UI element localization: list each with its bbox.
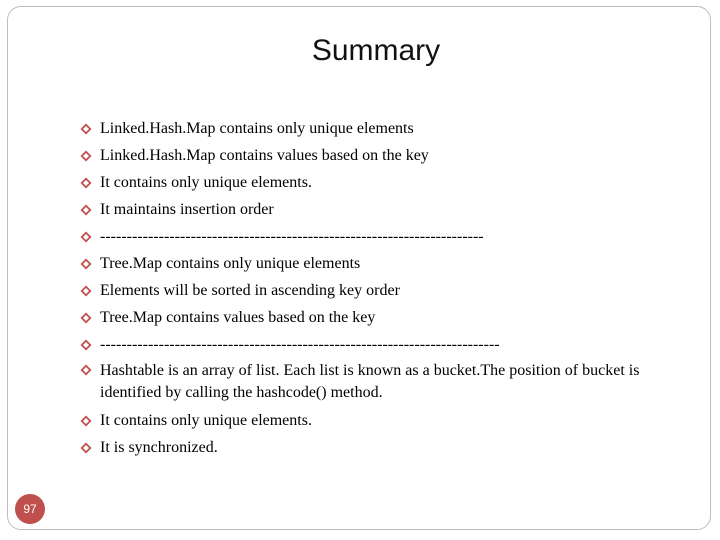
bullet-text: It contains only unique elements. <box>100 412 312 429</box>
bullet-text: Linked.Hash.Map contains only unique elements <box>100 120 414 137</box>
bullet-item-separator <box>78 331 668 358</box>
diamond-bullet-icon <box>78 250 94 277</box>
bullet-item <box>78 358 668 407</box>
bullet-text: Linked.Hash.Map contains values based on the key <box>100 147 429 164</box>
bullet-text: Tree.Map contains values based on the key <box>100 309 376 326</box>
bullet-item <box>78 407 668 434</box>
bullet-item <box>78 142 668 169</box>
bullet-item <box>78 277 668 304</box>
diamond-bullet-icon <box>78 358 94 382</box>
bullet-item-separator <box>78 223 668 250</box>
diamond-bullet-icon <box>78 223 94 250</box>
bullet-text: ------------------------------------------------------------------------ <box>100 228 484 245</box>
diamond-bullet-icon <box>78 434 94 461</box>
page-number: 97 <box>23 502 37 516</box>
bullet-text: It contains only unique elements. <box>100 174 312 191</box>
bullet-item <box>78 115 668 142</box>
bullet-item <box>78 304 668 331</box>
slide-title: Summary <box>311 34 441 67</box>
bullet-list <box>78 115 668 461</box>
bullet-item <box>78 196 668 223</box>
bullet-item <box>78 169 668 196</box>
bullet-text: --------------------------------------------------------------------------- <box>100 336 500 353</box>
diamond-bullet-icon <box>78 277 94 304</box>
diamond-bullet-icon <box>78 169 94 196</box>
bullet-text: Elements will be sorted in ascending key order <box>100 282 400 299</box>
diamond-bullet-icon <box>78 407 94 434</box>
diamond-bullet-icon <box>78 196 94 223</box>
page-number-badge <box>15 494 45 524</box>
bullet-text: It is synchronized. <box>100 439 218 456</box>
diamond-bullet-icon <box>78 142 94 169</box>
diamond-bullet-icon <box>78 331 94 358</box>
bullet-text: Hashtable is an array of list. Each list is known as a bucket.The position of bucket is identified by calling the hashcode() method. <box>100 362 640 401</box>
bullet-text: It maintains insertion order <box>100 201 274 218</box>
diamond-bullet-icon <box>78 304 94 331</box>
bullet-text: Tree.Map contains only unique elements <box>100 255 361 272</box>
diamond-bullet-icon <box>78 115 94 142</box>
bullet-item <box>78 250 668 277</box>
bullet-item <box>78 434 668 461</box>
